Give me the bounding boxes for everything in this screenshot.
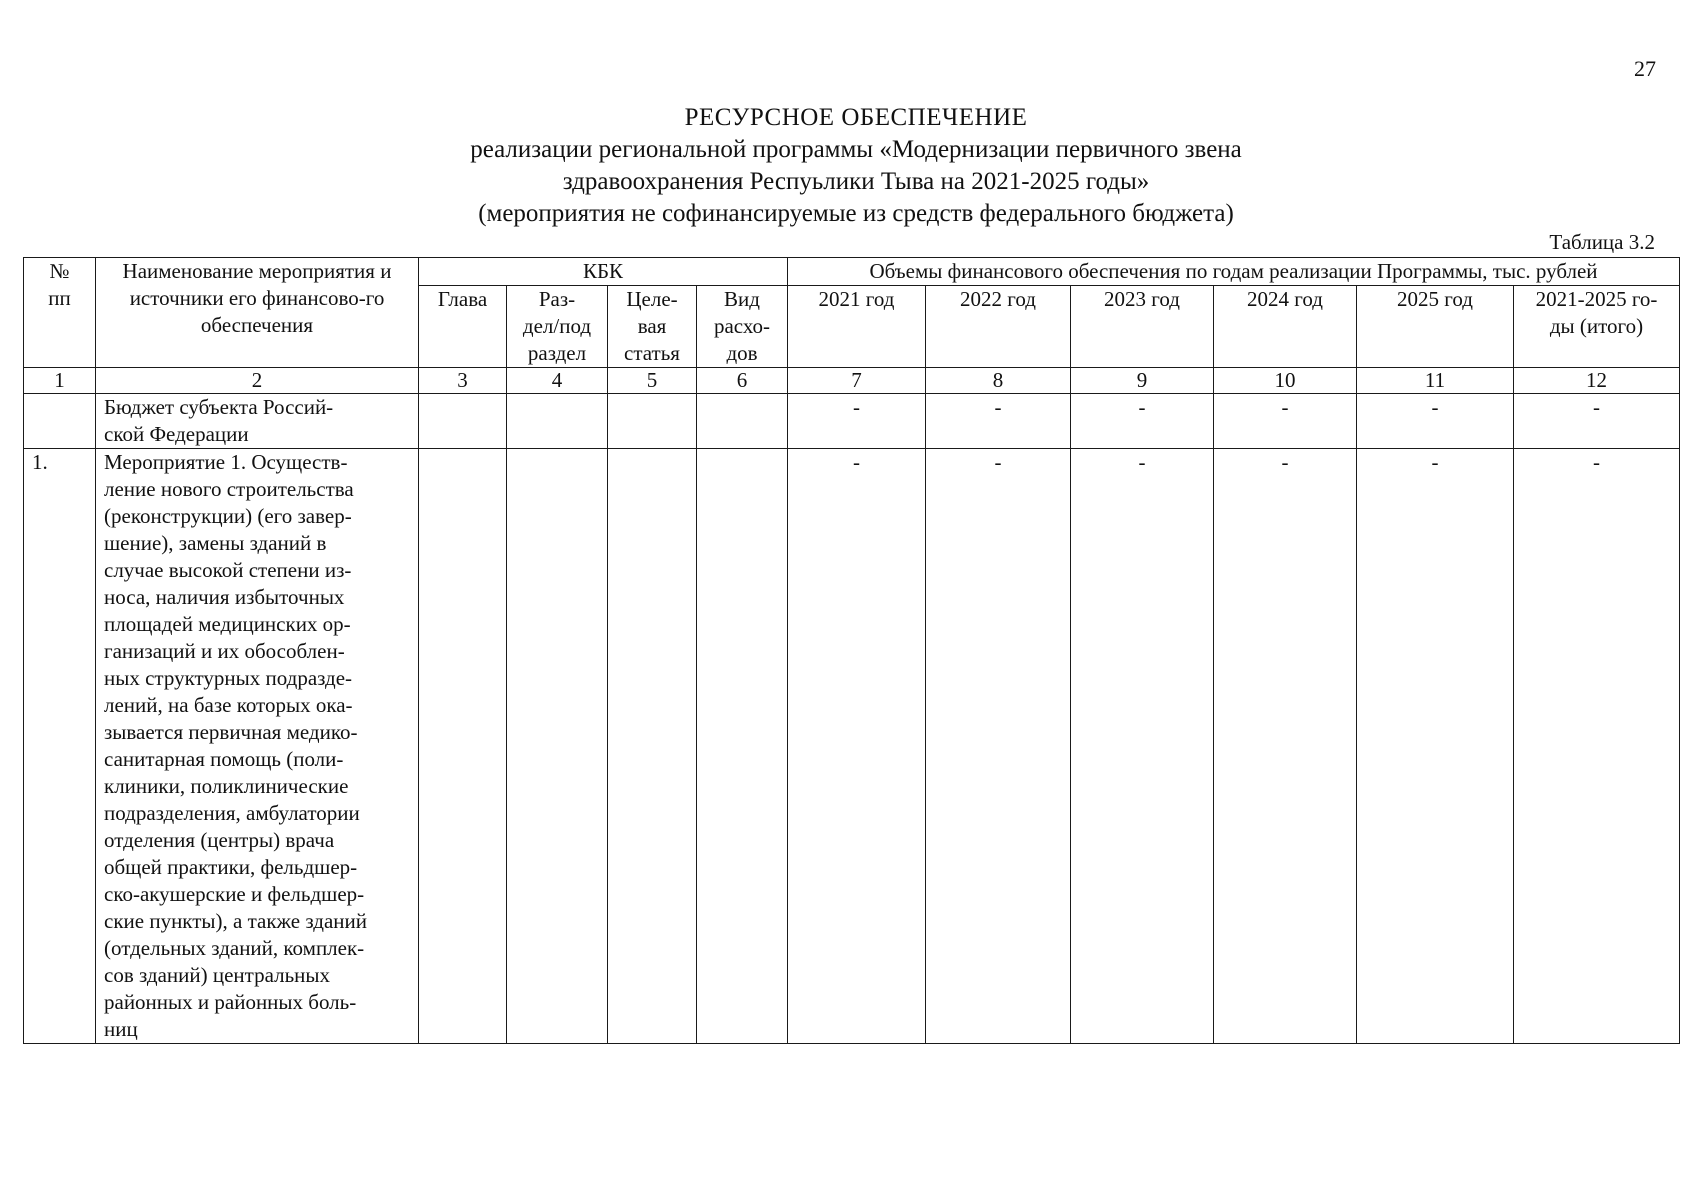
header-volumes: Объемы финансового обеспечения по годам реализации Программы, тыс. рублей	[788, 258, 1680, 286]
page-number: 27	[1634, 56, 1656, 81]
column-number: 6	[697, 368, 788, 394]
header-2021: 2021 год	[788, 286, 926, 368]
row-num	[24, 394, 96, 449]
header-2025: 2025 год	[1357, 286, 1514, 368]
row-celevaya	[608, 394, 697, 449]
column-number: 10	[1214, 368, 1357, 394]
column-number: 5	[608, 368, 697, 394]
column-number: 7	[788, 368, 926, 394]
column-number: 9	[1071, 368, 1214, 394]
column-number: 8	[926, 368, 1071, 394]
column-number: 3	[419, 368, 507, 394]
column-number: 12	[1514, 368, 1680, 394]
header-celevaya: Целе- вая статья	[608, 286, 697, 368]
column-number: 11	[1357, 368, 1514, 394]
table-row	[24, 394, 1680, 449]
title-line-4: (мероприятия не софинансируемые из средств федерального бюджета)	[478, 200, 1234, 227]
row-razdel	[507, 394, 608, 449]
row-celevaya	[608, 449, 697, 1044]
column-number: 1	[24, 368, 96, 394]
row-total-value: -	[1514, 394, 1680, 449]
header-razdel: Раз- дел/под раздел	[507, 286, 608, 368]
row-name: Бюджет субъекта Россий- ской Федерации	[96, 394, 419, 449]
row-razdel	[507, 449, 608, 1044]
header-2022: 2022 год	[926, 286, 1071, 368]
row-2025-value: -	[1357, 449, 1514, 1044]
header-name: Наименование мероприятия и источники его финансово-го обеспечения	[96, 258, 419, 368]
document-title	[0, 102, 1697, 230]
header-row-1	[24, 258, 1680, 286]
header-2023: 2023 год	[1071, 286, 1214, 368]
row-total-value: -	[1514, 449, 1680, 1044]
header-vid: Вид расхо- дов	[697, 286, 788, 368]
header-kbk: КБК	[419, 258, 788, 286]
table-row	[24, 449, 1680, 1044]
column-number: 4	[507, 368, 608, 394]
row-glava	[419, 449, 507, 1044]
resource-table	[23, 257, 1680, 1044]
row-2025-value: -	[1357, 394, 1514, 449]
row-2021-value: -	[788, 394, 926, 449]
header-glava: Глава	[419, 286, 507, 368]
header-num: № пп	[24, 258, 96, 368]
row-2022-value: -	[926, 449, 1071, 1044]
row-2021-value: -	[788, 449, 926, 1044]
row-2022-value: -	[926, 394, 1071, 449]
header-2024: 2024 год	[1214, 286, 1357, 368]
row-name: Мероприятие 1. Осуществ- ление нового строительства (реконструкции) (его завер- шение), замены зданий в случае высокой степени из- носа, наличия избыточных площадей медицинских ор- ганизаций и их обособлен- ных структурных подразде- лений, на базе которых ока- зывается первичная медико- санитарная помощь (поли- клиники, поликлинические подразделения, амбулатории отделения (центры) врача общей практики, фельдшер- ско-акушерские и фельдшер- ские пункты), а также зданий (отдельных зданий, комплек- сов зданий) центральных районных и районных боль- ниц	[96, 449, 419, 1044]
row-vid	[697, 394, 788, 449]
row-2023-value: -	[1071, 394, 1214, 449]
header-total: 2021-2025 го- ды (итого)	[1514, 286, 1680, 368]
table-caption: Таблица 3.2	[1549, 230, 1655, 254]
title-line-3: здравоохранения Респуьлики Тыва на 2021-2025 годы»	[562, 168, 1150, 195]
title-line-2: реализации региональной программы «Модернизации первичного звена	[470, 136, 1242, 163]
row-2023-value: -	[1071, 449, 1214, 1044]
row-2024-value: -	[1214, 394, 1357, 449]
row-num: 1.	[24, 449, 96, 1044]
row-vid	[697, 449, 788, 1044]
column-number: 2	[96, 368, 419, 394]
row-2024-value: -	[1214, 449, 1357, 1044]
title-line-1: РЕСУРСНОЕ ОБЕСПЕЧЕНИЕ	[684, 104, 1028, 131]
row-glava	[419, 394, 507, 449]
column-number-row	[24, 368, 1680, 394]
